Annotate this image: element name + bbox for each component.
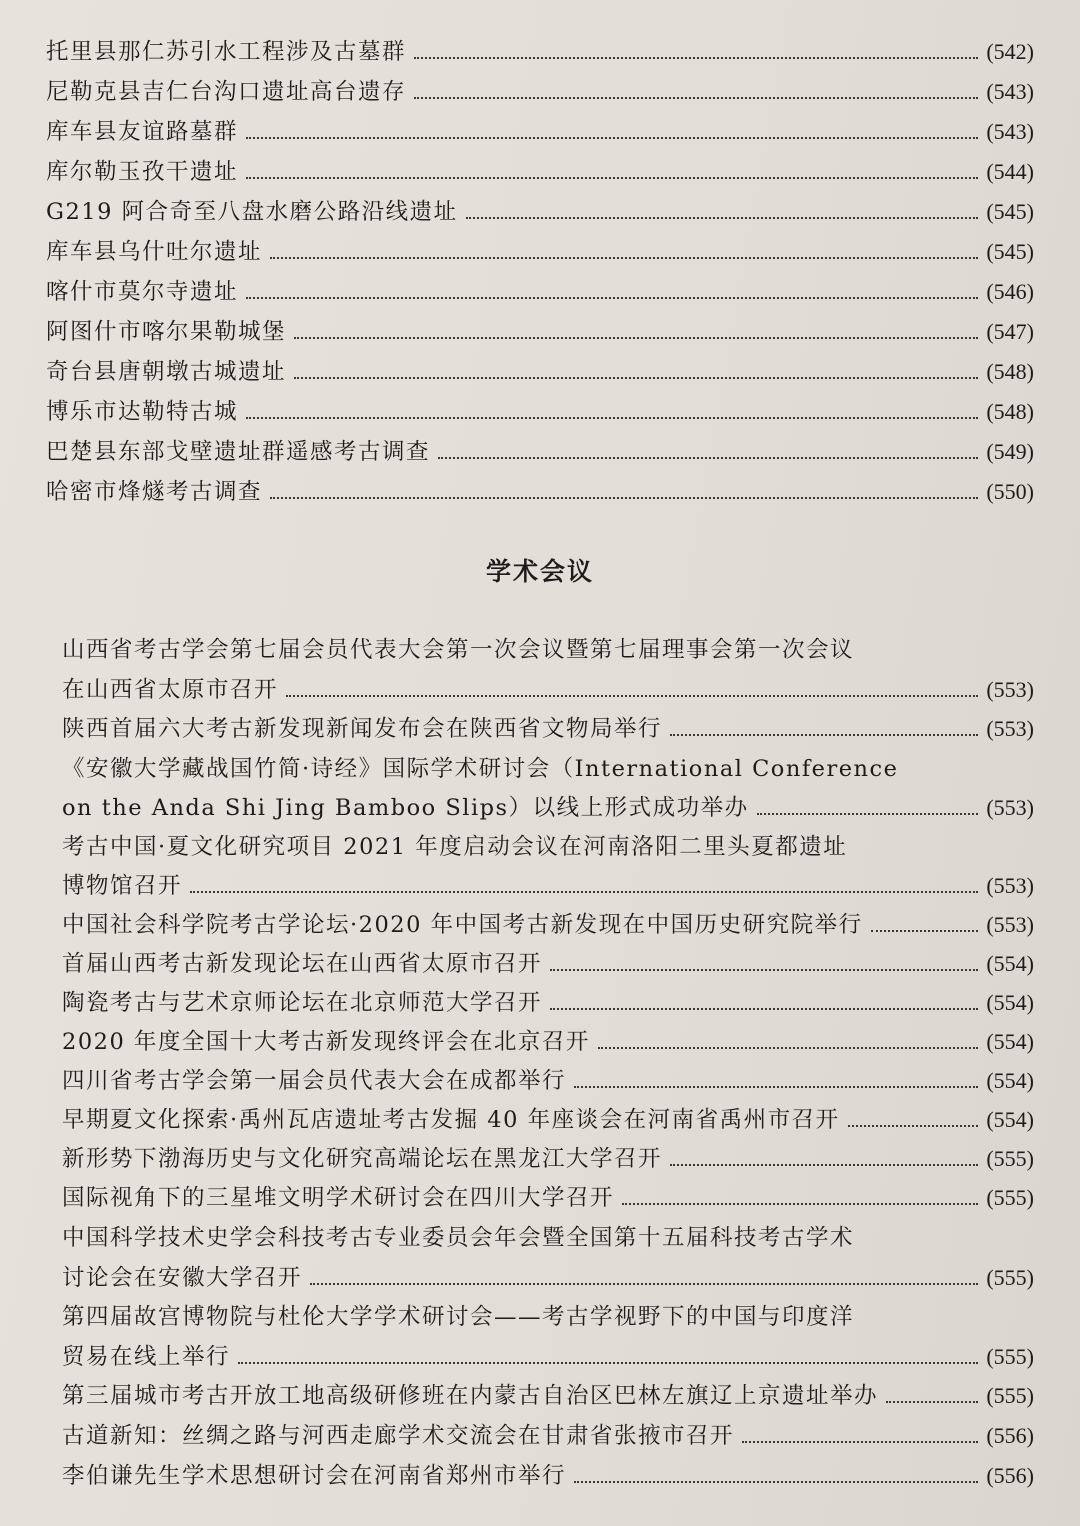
dot-leader xyxy=(574,1480,978,1483)
toc-entry xyxy=(62,1252,1034,1292)
entry-title: 2020 年度全国十大考古新发现终评会在北京召开 xyxy=(62,1029,590,1055)
entry-title: 奇台县唐朝墩古城遗址 xyxy=(46,359,287,385)
toc-entry xyxy=(62,1016,1034,1056)
dot-leader xyxy=(294,336,978,339)
toc-entry-line xyxy=(62,1291,1034,1331)
entry-title-cont: 在山西省太原市召开 xyxy=(62,677,279,703)
dot-leader xyxy=(246,296,978,299)
toc-entry xyxy=(62,1055,1034,1095)
entry-page: (544) xyxy=(986,159,1034,184)
toc-entry xyxy=(46,226,1034,266)
toc-entry xyxy=(62,1331,1034,1371)
toc-entry xyxy=(46,106,1034,146)
entry-page: (548) xyxy=(986,359,1034,384)
toc-entry xyxy=(46,186,1034,226)
entry-title: 喀什市莫尔寺遗址 xyxy=(46,279,239,305)
dot-leader xyxy=(670,733,978,736)
toc-entry xyxy=(46,466,1034,506)
dot-leader xyxy=(286,694,978,697)
entry-page: (554) xyxy=(986,1029,1034,1054)
dot-leader xyxy=(238,1361,978,1364)
entry-page: (548) xyxy=(986,399,1034,424)
toc-entry xyxy=(62,1450,1034,1490)
entry-title: 托里县那仁苏引水工程涉及古墓群 xyxy=(46,39,407,65)
toc-entry xyxy=(62,1410,1034,1450)
entry-title-cont: 讨论会在安徽大学召开 xyxy=(62,1265,303,1291)
entry-page: (556) xyxy=(986,1463,1034,1488)
entry-page: (543) xyxy=(986,79,1034,104)
entry-title: 哈密市烽燧考古调查 xyxy=(46,479,263,505)
toc-entry xyxy=(62,782,1034,822)
dot-leader xyxy=(414,56,978,59)
entry-page: (550) xyxy=(986,479,1034,504)
entry-page: (553) xyxy=(986,677,1034,702)
toc-entry xyxy=(46,26,1034,66)
entry-title: 考古中国·夏文化研究项目 2021 年度启动会议在河南洛阳二里头夏都遗址 xyxy=(62,834,848,860)
entry-title: 库车县乌什吐尔遗址 xyxy=(46,239,263,265)
entry-title: 陶瓷考古与艺术京师论坛在北京师范大学召开 xyxy=(62,990,543,1016)
dot-leader xyxy=(466,216,979,219)
entry-title: 古道新知：丝绸之路与河西走廊学术交流会在甘肃省张掖市召开 xyxy=(62,1423,735,1449)
entry-page: (542) xyxy=(986,39,1034,64)
entry-title: 中国社会科学院考古学论坛·2020 年中国考古新发现在中国历史研究院举行 xyxy=(62,912,863,938)
entry-page: (545) xyxy=(986,239,1034,264)
entry-title: 李伯谦先生学术思想研讨会在河南省郑州市举行 xyxy=(62,1463,567,1489)
dot-leader xyxy=(550,1007,978,1010)
section-heading: 学术会议 xyxy=(485,557,594,586)
toc-entry xyxy=(62,899,1034,939)
dot-leader xyxy=(742,1440,978,1443)
entry-page: (555) xyxy=(986,1146,1034,1171)
dot-leader xyxy=(871,929,979,932)
entry-title-cont: 贸易在线上举行 xyxy=(62,1344,231,1370)
entry-title: 山西省考古学会第七届会员代表大会第一次会议暨第七届理事会第一次会议 xyxy=(62,637,855,663)
entry-page: (554) xyxy=(986,1068,1034,1093)
dot-leader xyxy=(246,416,978,419)
dot-leader xyxy=(598,1046,978,1049)
entry-title: 第四届故宫博物院与杜伦大学学术研讨会——考古学视野下的中国与印度洋 xyxy=(62,1304,855,1330)
toc-entry xyxy=(62,1370,1034,1410)
toc-entry xyxy=(46,66,1034,106)
toc-entry xyxy=(46,386,1034,426)
entry-page: (553) xyxy=(986,912,1034,937)
entry-title: 新形势下渤海历史与文化研究高端论坛在黑龙江大学召开 xyxy=(62,1146,663,1172)
entry-page: (554) xyxy=(986,1107,1034,1132)
toc-entry xyxy=(62,977,1034,1017)
entry-page: (555) xyxy=(986,1265,1034,1290)
entry-title: 四川省考古学会第一届会员代表大会在成都举行 xyxy=(62,1068,567,1094)
entry-page: (555) xyxy=(986,1383,1034,1408)
dot-leader xyxy=(550,968,978,971)
toc-entry xyxy=(46,146,1034,186)
toc-entry xyxy=(46,346,1034,386)
entry-page: (547) xyxy=(986,319,1034,344)
dot-leader xyxy=(246,136,978,139)
entry-title: 中国科学技术史学会科技考古专业委员会年会暨全国第十五届科技考古学术 xyxy=(62,1225,855,1251)
entry-title: 国际视角下的三星堆文明学术研讨会在四川大学召开 xyxy=(62,1185,615,1211)
dot-leader xyxy=(757,812,979,815)
entry-title: 《安徽大学藏战国竹简·诗经》国际学术研讨会（International Conference xyxy=(62,756,899,782)
entry-title-cont: 博物馆召开 xyxy=(62,873,183,899)
toc-entry xyxy=(46,306,1034,346)
entry-title: 库尔勒玉孜干遗址 xyxy=(46,159,239,185)
entry-title: 阿图什市喀尔果勒城堡 xyxy=(46,319,287,345)
dot-leader xyxy=(848,1124,979,1127)
dot-leader xyxy=(270,256,978,259)
entry-page: (543) xyxy=(986,119,1034,144)
entry-page: (556) xyxy=(986,1423,1034,1448)
entry-page: (555) xyxy=(986,1344,1034,1369)
entry-page: (553) xyxy=(986,873,1034,898)
dot-leader xyxy=(574,1085,978,1088)
dot-leader xyxy=(438,456,978,459)
toc-entry xyxy=(62,1172,1034,1212)
toc-entry-line xyxy=(62,743,1034,783)
toc-entry xyxy=(62,1094,1034,1134)
toc-entry-line xyxy=(62,624,1034,664)
entry-page: (554) xyxy=(986,951,1034,976)
entry-title: 早期夏文化探索·禹州瓦店遗址考古发掘 40 年座谈会在河南省禹州市召开 xyxy=(62,1107,840,1133)
entry-title: 博乐市达勒特古城 xyxy=(46,399,239,425)
entry-title: 巴楚县东部戈壁遗址群遥感考古调查 xyxy=(46,439,431,465)
entry-title: 尼勒克县吉仁台沟口遗址高台遗存 xyxy=(46,79,407,105)
dot-leader xyxy=(670,1163,978,1166)
entry-title: 第三届城市考古开放工地高级研修班在内蒙古自治区巴林左旗辽上京遗址举办 xyxy=(62,1383,879,1409)
dot-leader xyxy=(622,1202,978,1205)
dot-leader xyxy=(886,1400,978,1403)
toc-entry xyxy=(46,266,1034,306)
dot-leader xyxy=(190,890,978,893)
entry-page: (549) xyxy=(986,439,1034,464)
entry-page: (546) xyxy=(986,279,1034,304)
entry-title: G219 阿合奇至八盘水磨公路沿线遗址 xyxy=(46,199,458,225)
toc-entry xyxy=(46,426,1034,466)
dot-leader xyxy=(294,376,978,379)
toc-entry xyxy=(62,860,1034,900)
toc-entry xyxy=(62,1133,1034,1173)
toc-entry xyxy=(62,664,1034,704)
toc-entry xyxy=(62,938,1034,978)
dot-leader xyxy=(246,176,978,179)
dot-leader xyxy=(414,96,978,99)
toc-entry xyxy=(62,703,1034,743)
entry-page: (545) xyxy=(986,199,1034,224)
entry-title: 首届山西考古新发现论坛在山西省太原市召开 xyxy=(62,951,543,977)
entry-page: (555) xyxy=(986,1185,1034,1210)
dot-leader xyxy=(270,496,978,499)
entry-page: (553) xyxy=(986,795,1034,820)
entry-page: (554) xyxy=(986,990,1034,1015)
entry-title: 库车县友谊路墓群 xyxy=(46,119,239,145)
toc-entry-line xyxy=(62,1212,1034,1252)
entry-title-cont: on the Anda Shi Jing Bamboo Slips）以线上形式成功举办 xyxy=(62,795,749,821)
entry-title: 陕西首届六大考古新发现新闻发布会在陕西省文物局举行 xyxy=(62,716,663,742)
toc-entry-line xyxy=(62,821,1034,861)
dot-leader xyxy=(310,1282,978,1285)
entry-page: (553) xyxy=(986,716,1034,741)
